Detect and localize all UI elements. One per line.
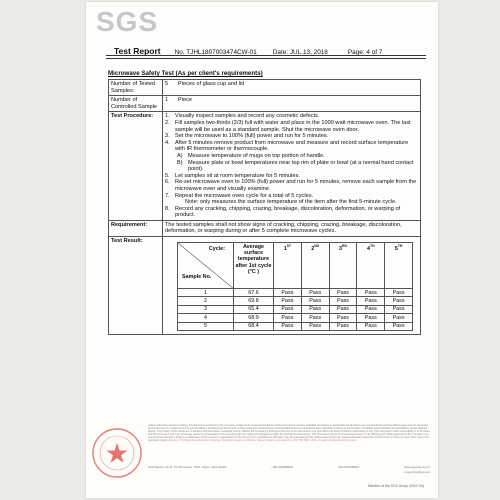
page-number: Page: 4 of 7	[347, 49, 383, 56]
surface-temperature: 68.4	[234, 322, 274, 330]
result-row	[178, 322, 413, 330]
result-row	[178, 305, 413, 313]
step-number: 3.	[165, 133, 170, 140]
cycle-header: 2ND	[301, 243, 329, 289]
cycle-result: Pass	[385, 289, 413, 297]
procedure-step	[165, 179, 418, 192]
test-table	[108, 79, 421, 335]
cycle-header: 1ST	[274, 243, 302, 289]
sample-number: 5	[178, 322, 234, 330]
sgs-member-notice: Member of the SGS Group (SGS SA)	[367, 484, 424, 488]
test-title: Microwave Safety Test (As per client's requirements)	[108, 70, 263, 77]
company-fax: f (86-22)65288022	[337, 466, 360, 469]
cycle-result: Pass	[274, 314, 302, 322]
report-page	[86, 2, 438, 498]
report-title: Test Report	[114, 46, 161, 56]
controlled-sample-label: Number of Controlled Sample	[109, 96, 163, 112]
surface-temperature: 69.8	[234, 297, 274, 305]
procedure-step	[165, 193, 418, 200]
report-date: Date: JUL.13, 2018	[272, 49, 328, 56]
cycle-result: Pass	[301, 305, 329, 313]
company-email: e sgs.china@sgs.com	[404, 471, 430, 474]
cycle-result: Pass	[274, 305, 302, 313]
cycle-result: Pass	[329, 305, 357, 313]
step-number: 7.	[165, 192, 170, 199]
address-line	[148, 466, 430, 469]
tested-samples-row	[109, 80, 421, 96]
cycle-result: Pass	[385, 297, 413, 305]
cycle-result: Pass	[301, 314, 329, 322]
header-divider-2	[106, 58, 426, 59]
surface-temperature: 67.6	[234, 289, 274, 297]
cycle-result: Pass	[385, 314, 413, 322]
requirement-row	[109, 220, 421, 236]
step-number: 4.	[165, 139, 170, 146]
step-number: 1.	[165, 113, 170, 120]
cycle-result: Pass	[357, 305, 385, 313]
step-number: 5.	[165, 172, 170, 179]
procedure-label: Test Procedure:	[109, 112, 163, 221]
cycle-result: Pass	[329, 297, 357, 305]
step-text: Measure plate or bowl temperatures near top rim of plate or bowl (at a normal hand contact point).	[188, 159, 414, 173]
result-row	[178, 289, 413, 297]
procedure-step	[165, 140, 418, 153]
sgs-logo: SGS	[96, 6, 159, 37]
tested-samples-label: Number of Tested Samples:	[109, 80, 163, 96]
official-seal-stamp	[90, 426, 144, 480]
requirement-text: The tested samples shall not show signs of cracking, chipping, crazing, breakage, discoloration, deformation, or warping during or after 5 complete microwave cycles.	[163, 220, 421, 236]
result-row	[109, 237, 421, 335]
terms-fine-print	[148, 424, 430, 442]
step-text: Measure temperature of mugs on top portion of handle.	[188, 152, 325, 159]
cycle-result: Pass	[274, 289, 302, 297]
step-number: A)	[177, 152, 183, 159]
step-text: After 5 minutes remove product from microwave and measure and record surface temperature with IR thermometer or thermocouple.	[175, 139, 409, 153]
requirement-label: Requirement:	[109, 220, 163, 236]
cycle-result: Pass	[301, 322, 329, 330]
results-table	[177, 242, 413, 331]
step-text: Let samples sit at room temperature for 5 minutes.	[175, 172, 300, 179]
cycle-result: Pass	[385, 322, 413, 330]
sample-number: 3	[178, 305, 234, 313]
procedure-step	[165, 206, 418, 219]
cycle-result: Pass	[329, 322, 357, 330]
controlled-sample-count: 1	[165, 97, 169, 104]
step-number: 6.	[165, 179, 170, 186]
tested-samples-value: Pieces of glass cup and lid	[178, 81, 245, 87]
procedure-step	[165, 173, 418, 180]
cycle-label: Cycle:	[208, 246, 225, 253]
procedure-step	[165, 120, 418, 133]
procedure-step	[165, 153, 418, 160]
cycle-result: Pass	[329, 314, 357, 322]
results-header-row	[178, 243, 413, 289]
cycle-sample-header	[178, 243, 234, 289]
cycle-result: Pass	[357, 297, 385, 305]
procedure-step	[165, 133, 418, 140]
cycle-result: Pass	[357, 314, 385, 322]
cycle-result: Pass	[274, 297, 302, 305]
procedure-row	[109, 112, 421, 221]
step-number: 2.	[165, 119, 170, 126]
step-number: B)	[177, 159, 183, 166]
sample-number: 1	[178, 289, 234, 297]
result-label: Test Result:	[109, 237, 163, 335]
cycle-result: Pass	[329, 289, 357, 297]
result-row	[178, 297, 413, 305]
step-text: Record any cracking, chipping, crazing, breakage, discoloration, deformation, or warping of product.	[175, 205, 401, 219]
procedure-step	[165, 113, 418, 120]
procedure-step	[165, 199, 418, 206]
company-address: SGS Mansion, No.41, The 5th Avenue, TEDA, Tianjin, China 300457	[148, 466, 227, 469]
report-number: No. TJHL1807003474CW-01	[174, 49, 257, 56]
sample-number: 4	[178, 314, 234, 322]
authenticity-notice: Attention: To check the authenticity of testing / inspection report & certificate, please contact us at telephone: (86-755) 8307 1443, or email: CN.Doccheck@sgs.com	[168, 439, 357, 443]
sample-number: 2	[178, 297, 234, 305]
header-divider	[106, 55, 426, 56]
procedure-steps	[165, 113, 418, 219]
sample-label: Sample No.	[182, 273, 212, 280]
tested-samples-count: 5	[165, 81, 169, 87]
cycle-result: Pass	[301, 297, 329, 305]
step-number	[175, 199, 185, 206]
cycle-result: Pass	[357, 322, 385, 330]
step-text: Repeat the microwave oven cycle for a total of 5 cycles.	[175, 192, 314, 199]
controlled-sample-row	[109, 96, 421, 112]
step-number: 8.	[165, 205, 170, 212]
cycle-result: Pass	[385, 305, 413, 313]
surface-temperature: 65.4	[234, 305, 274, 313]
step-text: Set the microwave to 100% (full) power and run for 5 minutes.	[175, 133, 329, 140]
step-text: Visually inspect samples and record any cosmetic defects.	[175, 113, 320, 120]
step-text: Note: only measures the surface temperature of the item after the first 5-minute cycle.	[185, 199, 397, 206]
temperature-header: Average surface temperature after 1st cycle (°C )	[234, 243, 274, 289]
company-tel: t (86-22)65288045	[271, 466, 293, 469]
cycle-result: Pass	[274, 322, 302, 330]
cycle-header: 4TH	[357, 243, 385, 289]
email-line	[148, 471, 430, 474]
surface-temperature: 68.9	[234, 314, 274, 322]
step-text: Fill samples two-thirds (2/3) full with water and place in the 1000 watt microwave oven. The last sample will be used as a standard sample. Shut the microwave oven door.	[175, 119, 411, 133]
procedure-step	[165, 160, 418, 173]
result-row	[178, 314, 413, 322]
company-web: www.sgsgroup.com.cn	[404, 466, 430, 469]
cycle-header: 3RD	[329, 243, 357, 289]
cycle-header: 5TH	[385, 243, 413, 289]
diagonal-divider	[178, 243, 234, 289]
cycle-result: Pass	[301, 289, 329, 297]
step-text: Re-set microwave oven to 100% (full) power and run for 5 minutes, remove each sample from the microwave oven and visually examine.	[175, 179, 417, 192]
controlled-sample-value: Piece	[178, 97, 192, 104]
cycle-result: Pass	[357, 289, 385, 297]
terms-text: Unless otherwise agreed in writing, this document is issued by the Company subject to its General Conditions of Service printed overleaf, available on request or accessible at http://www.sgs.com/en/Terms-and-Conditions.aspx and, for electronic format documents, subject to Terms and Conditions for Electronic Documents at http://www.sgs.com/en/Terms-and-Conditions/Terms-e-Document.aspx. Attention is drawn to the limitation of liability, indemnification and jurisdiction issues defined therein. Any holder of this document is advised that information contained hereon reflects the Company's findings at the time of its intervention only and within the limits of Client's instructions, if any. The Company's sole responsibility is to its Client and this document does not exonerate parties to a transaction from exercising all their rights and obligations under the transaction documents. This document cannot be reproduced except in full, without prior written approval of the Company. Any unauthorized alteration, forgery or falsification of the content or appearance of this document is unlawful and offenders may be prosecuted to the fullest extent of the law. Unless otherwise stated the results shown in this test report refer only to the sample(s) tested.	[148, 424, 430, 443]
